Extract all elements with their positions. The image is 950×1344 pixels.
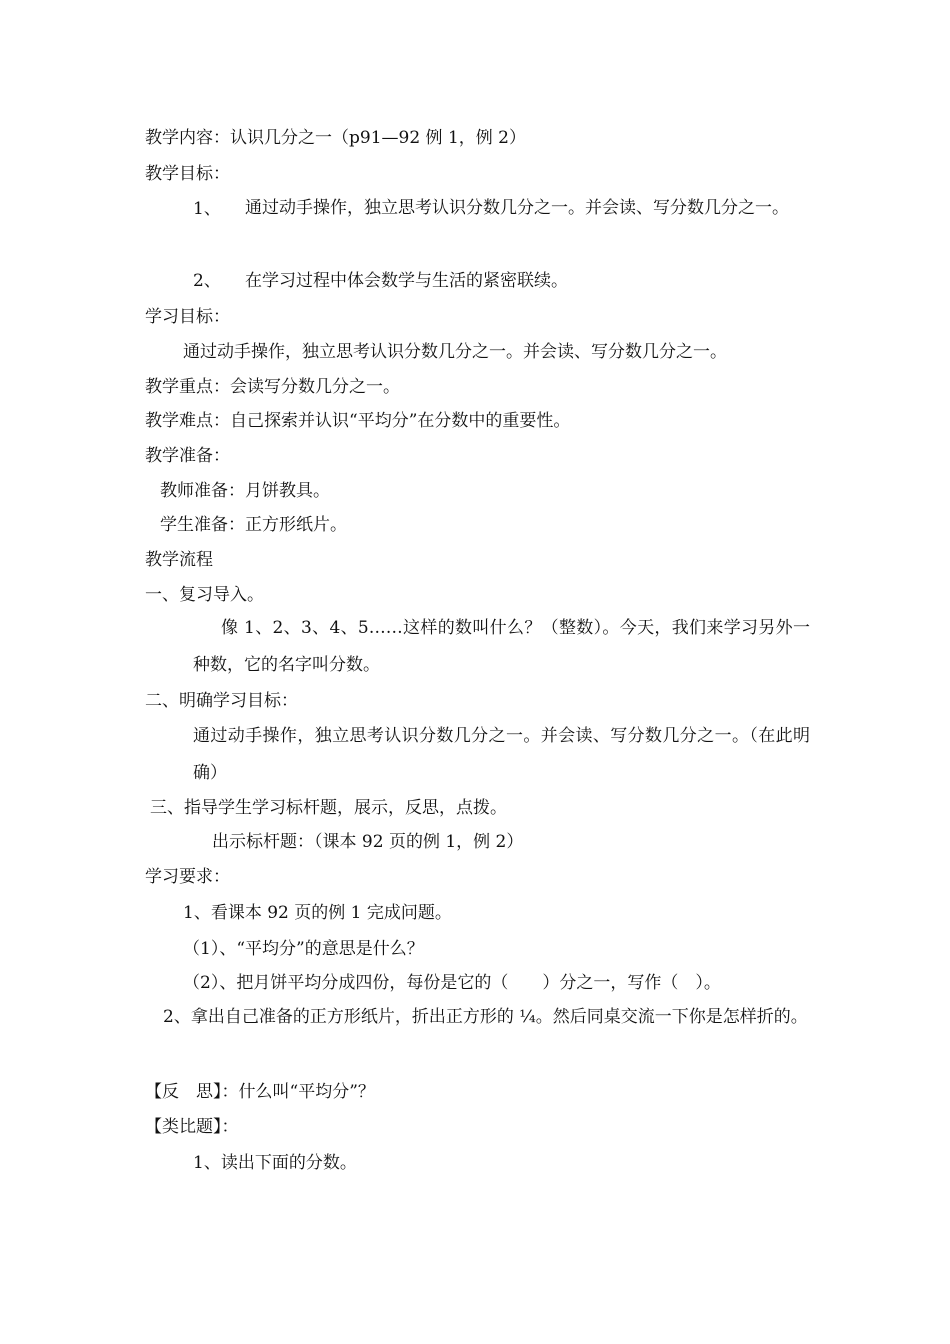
learning-goals-heading: 学习目标：: [145, 307, 230, 327]
teaching-goals-heading: 教学目标：: [145, 164, 230, 184]
learning-goals-text: 通过动手操作，独立思考认识分数几分之一。并会读、写分数几分之一。: [183, 342, 727, 362]
analogy-item-1: 1、读出下面的分数。: [193, 1153, 357, 1173]
section-2-text: 通过动手操作，独立思考认识分数几分之一。并会读、写分数几分之一。（在此明确）: [193, 726, 810, 783]
requirement-1: 1、看课本 92 页的例 1 完成问题。: [183, 903, 452, 923]
goal-2-text: 在学习过程中体会数学与生活的紧密联续。: [245, 271, 568, 291]
section-3-heading: 三、指导学生学习标杆题，展示，反思，点拨。: [150, 798, 507, 818]
requirements-heading: 学习要求：: [145, 867, 230, 887]
process-heading: 教学流程: [145, 550, 213, 570]
goal-1-number: 1、: [193, 199, 221, 219]
key-point: 教学重点：会读写分数几分之一。: [145, 377, 400, 397]
section-1-text: 像 1、2、3、4、5……这样的数叫什么？（整数）。今天，我们来学习另外一种数，它的名字叫分数。: [193, 618, 810, 675]
goal-2-number: 2、: [193, 271, 221, 291]
difficulty: 教学难点：自己探索并认识“平均分”在分数中的重要性。: [145, 411, 571, 431]
requirement-1-question-2: （2）、把月饼平均分成四份，每份是它的（ ）分之一，写作（ ）。: [183, 973, 721, 993]
goal-1-text: 通过动手操作，独立思考认识分数几分之一。并会读、写分数几分之一。: [245, 198, 789, 218]
student-preparation: 学生准备：正方形纸片。: [160, 515, 347, 535]
teacher-preparation: 教师准备：月饼教具。: [160, 481, 330, 501]
section-1-heading: 一、复习导入。: [145, 585, 264, 605]
analogy-heading: 【类比题】：: [145, 1117, 239, 1137]
requirement-2: 2、拿出自己准备的正方形纸片，折出正方形的 ¼。然后同桌交流一下你是怎样折的。: [163, 1007, 808, 1027]
reflection: 【反 思】：什么叫“平均分”？: [145, 1082, 375, 1102]
section-2-heading: 二、明确学习目标：: [145, 691, 298, 711]
preparation-heading: 教学准备：: [145, 446, 230, 466]
requirement-1-question-1: （1）、“平均分”的意思是什么？: [183, 939, 424, 959]
teaching-content: 教学内容：认识几分之一（p91—92 例 1，例 2）: [145, 128, 526, 148]
section-3-show: 出示标杆题：（课本 92 页的例 1，例 2）: [212, 832, 524, 852]
